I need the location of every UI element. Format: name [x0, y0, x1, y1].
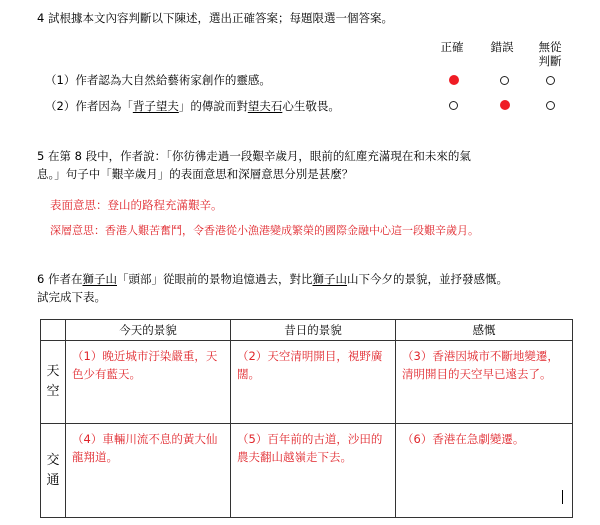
- table-header-row: [41, 320, 573, 341]
- cell-sky-today[interactable]: （1）晚近城市汙染嚴重，天色少有藍天。: [66, 341, 231, 424]
- q5-answer-surface: 表面意思：登山的路程充滿艱辛。: [50, 198, 223, 212]
- cell-traffic-today[interactable]: （4）車輛川流不息的黃大仙龍翔道。: [66, 424, 231, 518]
- table-header-past: 昔日的景貌: [231, 320, 396, 341]
- row-label-sky-text: 天空: [46, 364, 60, 399]
- row-label-sky: [41, 341, 66, 424]
- table-row: [41, 424, 573, 518]
- header-unknown: [536, 40, 564, 68]
- cell-traffic-feeling[interactable]: （6）香港在急劇變遷。: [396, 424, 573, 518]
- q6-text-b: 「頭部」從眼前的景物追憶過去，對比: [116, 272, 313, 286]
- table-corner: [41, 320, 66, 341]
- table-header-today: 今天的景貌: [66, 320, 231, 341]
- row-label-traffic: [41, 424, 66, 518]
- q4-item-1-text: （1）作者認為大自然給藝術家創作的靈感。: [45, 73, 271, 87]
- q5-prompt-line1: 5 在第 8 段中，作者說：「你彷彿走過一段艱辛歲月，眼前的紅塵充滿現在和未來的氣: [37, 149, 471, 163]
- q4-item-2-underlined-b: 望夫石: [247, 99, 283, 113]
- q6-text-a: 6 作者在: [37, 272, 83, 286]
- q6-table: [40, 319, 573, 518]
- cell-sky-past[interactable]: （2）天空清明開目，視野廣闊。: [231, 341, 396, 424]
- table-row: [41, 341, 573, 424]
- q4-item-1-radio-unknown[interactable]: [546, 76, 555, 85]
- q6-underlined-1: 獅子山: [82, 272, 117, 286]
- header-correct: 正確: [440, 40, 464, 54]
- header-wrong: 錯誤: [490, 40, 514, 54]
- q4-item-2-text-before: （2）作者因為「: [45, 99, 133, 113]
- header-unknown-line2: 判斷: [538, 54, 562, 68]
- q4-item-2: [45, 97, 340, 115]
- row-label-traffic-text: 交通: [46, 452, 60, 488]
- q4-item-2-underlined-a: 背子望夫: [132, 99, 179, 113]
- cell-sky-feeling[interactable]: （3）香港因城市不斷地變遷，清明開目的天空早已遠去了。: [396, 341, 573, 424]
- header-unknown-line1: 無從: [538, 40, 562, 54]
- q6-prompt-line1: [37, 270, 508, 288]
- q5-answer-deep: 深層意思：香港人艱苦奮鬥，令香港從小漁港變成繁榮的國際金融中心這一段艱辛歲月。: [50, 224, 479, 237]
- q4-item-2-text-mid: 」的傳說而對: [178, 99, 248, 113]
- q6-prompt-line2: 試完成下表。: [37, 290, 106, 304]
- q4-prompt: 4 試根據本文內容判斷以下陳述，選出正確答案；每題限選一個答案。: [37, 11, 393, 25]
- q5-prompt-line2: 息。」句子中「艱辛歲月」的表面意思和深層意思分別是甚麼？: [37, 167, 354, 181]
- text-cursor: [562, 490, 563, 504]
- q4-item-2-radio-unknown[interactable]: [546, 101, 555, 110]
- q4-item-2-radio-correct[interactable]: [449, 101, 458, 110]
- q6-text-c: 山下今夕的景貌，並抒發感慨。: [346, 272, 508, 286]
- q4-item-2-text-after: 心生敬畏。: [282, 99, 340, 113]
- q4-item-2-radio-wrong[interactable]: [500, 100, 510, 110]
- q6-underlined-2: 獅子山: [312, 272, 347, 286]
- q4-item-1-radio-correct[interactable]: [449, 75, 459, 85]
- q4-item-1: [45, 71, 271, 89]
- table-header-feeling: 感慨: [396, 320, 573, 341]
- q4-item-1-radio-wrong[interactable]: [500, 76, 509, 85]
- cell-traffic-past[interactable]: （5）百年前的古道，沙田的農夫翻山越嶺走下去。: [231, 424, 396, 518]
